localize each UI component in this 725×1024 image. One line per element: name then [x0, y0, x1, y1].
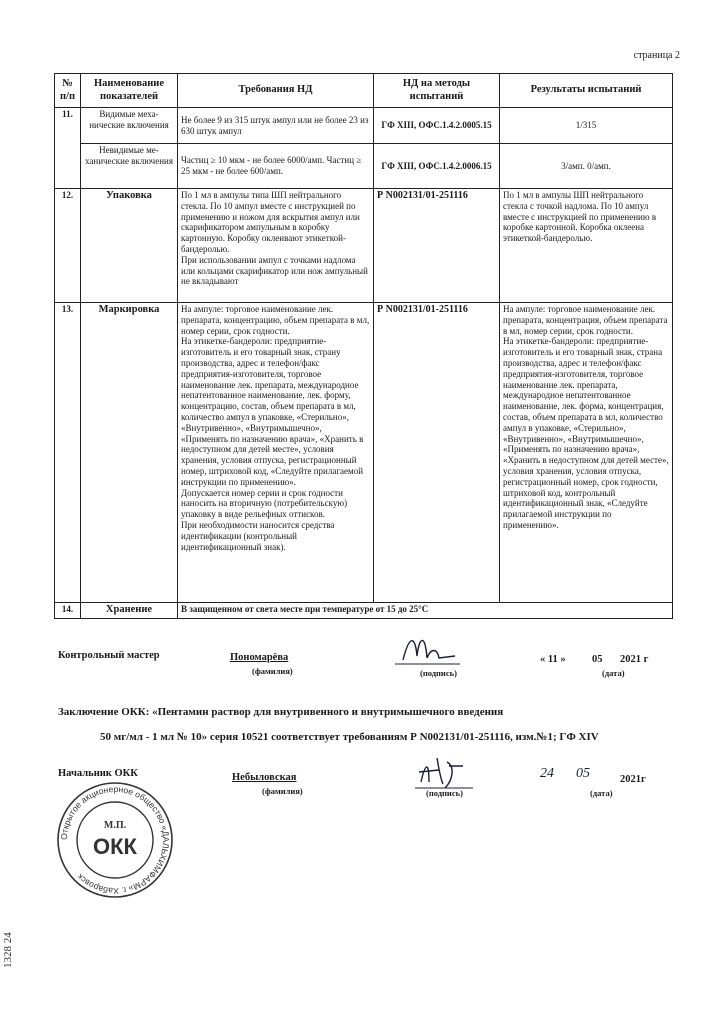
- indicator-name: Хранение: [81, 603, 178, 619]
- test-results-table: [54, 73, 673, 619]
- head-signature: [415, 752, 475, 792]
- result-paragraph: На ампуле: торговое наименование лек. препарата, концентрация, объем препарата в мл, номер серии, срок годности.: [503, 304, 668, 336]
- result-cell: 1/315: [500, 108, 673, 144]
- page-label: страница 2: [633, 50, 680, 61]
- header-name: Наименование показателей: [81, 74, 178, 108]
- head-date-day: 24: [540, 766, 554, 781]
- controller-label: Контрольный мастер: [58, 650, 160, 661]
- head-sign-caption: (подпись): [426, 788, 463, 798]
- controller-surname-caption: (фамилия): [252, 666, 293, 676]
- result-cell: [500, 303, 673, 603]
- header-num: № п/п: [55, 74, 81, 108]
- okk-stamp: [55, 780, 175, 900]
- controller-surname: Пономарёва: [230, 652, 289, 663]
- table-row: [55, 189, 673, 303]
- controller-date-month: 05: [592, 654, 603, 665]
- result-cell: 3/амп. 0/амп.: [500, 144, 673, 189]
- stamp-ring-text: Открытое акционерное общество «ДАЛЬХИМФАРМ» г. Хабаровск: [58, 783, 172, 897]
- indicator-name: Видимые меха-ническиe включения: [81, 108, 178, 144]
- head-surname: Небыловская: [232, 772, 297, 783]
- requirement-paragraph: При использовании ампул с точками надлома или кольцами скарификатор или нож ампульный не вкладывают: [181, 254, 368, 287]
- head-label: Начальник ОКК: [58, 768, 138, 779]
- result-paragraph: На этикетке-бандероли: предприятие-изготовитель и его товарный знак, страна производства, адрес и телефон/факс предприятия-изготовителя, торговое наименование лек. препарата, международное непатентованное наименование, лек. форма, концентрация, состав, объем препарата в мл, количество ампул в упаковке, «Стерильно», «Внутривенно», «Внутримышечно», «Применять по назначению врача», «Хранить в недоступном для детей месте», условия хранения, условия отпуска, регистрационный номер, срок годности, штриховой код, контрольный идентификационный знак, «Следуйте прилагаемой инструкции по применению».: [503, 336, 669, 530]
- result-cell: По 1 мл в ампулы ШП нейтрального стекла с точкой надлома. По 10 ампул вместе с инструкцией по применению в коробке картонной. Коробка оклеена этикеткой-бандеролью.: [500, 189, 673, 303]
- requirement-cell: [178, 303, 374, 603]
- requirement-cell: Частиц ≥ 10 мкм - не более 6000/амп. Частиц ≥ 25 мкм - не более 600/амп.: [178, 144, 374, 189]
- indicator-name: Упаковка: [81, 189, 178, 303]
- requirement-cell: Не более 9 из 315 штук ампул или не более 23 из 630 штук ампул: [178, 108, 374, 144]
- table-row: [55, 108, 673, 144]
- controller-signature: [395, 628, 465, 670]
- storage-conditions: В защищенном от света месте при температуре от 15 до 25°С: [178, 603, 673, 619]
- requirement-paragraph: По 1 мл в ампулы типа ШП нейтрального стекла. По 10 ампул вместе с инструкцией по применению и ножом для вскрытия ампул или скарификатором ампульным в коробку картонную. Коробку оклеивают этикеткой-бандеролью.: [181, 190, 360, 254]
- conclusion-line-1: Заключение ОКК: «Пентамин раствор для внутривенного и внутримышечного введения: [58, 706, 504, 718]
- indicator-name: Маркировка: [81, 303, 178, 603]
- requirement-paragraph: На ампуле: торговое наименование лек. препарата, концентрацию, объем препарата в мл, номер серии, срок годности.: [181, 304, 370, 336]
- row-number: 11.: [55, 108, 81, 189]
- indicator-name: Невидимые ме-ханические включения: [81, 144, 178, 189]
- method-cell: ГФ XIII, ОФС.1.4.2.0005.15: [374, 108, 500, 144]
- table-row: [55, 144, 673, 189]
- row-number: 12.: [55, 189, 81, 303]
- header-results: Результаты испытаний: [500, 74, 673, 108]
- row-number: 13.: [55, 303, 81, 603]
- table-row: [55, 603, 673, 619]
- stamp-initials: М.П.: [103, 820, 127, 831]
- method-cell: ГФ XIII, ОФС.1.4.2.0006.15: [374, 144, 500, 189]
- controller-date-caption: (дата): [602, 668, 625, 678]
- method-cell: Р N002131/01-251116: [374, 303, 500, 603]
- controller-date-year: 2021 г: [620, 654, 649, 665]
- table-header-row: [55, 74, 673, 108]
- controller-date-day: « 11 »: [540, 654, 566, 665]
- header-requirements: Требования НД: [178, 74, 374, 108]
- stamp-center: ОКК: [93, 834, 137, 859]
- row-number: 14.: [55, 603, 81, 619]
- conclusion-line-2: 50 мг/мл - 1 мл № 10» серия 10521 соответствует требованиям Р N002131/01-251116, изм.№1; ГФ XIV: [100, 731, 599, 743]
- head-surname-caption: (фамилия): [262, 786, 303, 796]
- head-date-caption: (дата): [590, 788, 613, 798]
- requirement-paragraph: На этикетке-бандероли: предприятие-изготовитель и его товарный знак, страну производства, адрес и телефон/факс предприятия-изготовителя, торговое наименование лек. препарата, международное непатентованное наименование, лек. форму, концентрацию, состав, объем препарата в мл, количество ампул в упаковке, «Стерильно», «Внутривенно», «Внутримышечно», «Применять по назначению врача», «Хранить в недоступном для детей месте», условия хранения, условия отпуска, регистрационный номер, штриховой код, «Следуйте прилагаемой инструкции по применению».: [181, 336, 364, 487]
- controller-sign-caption: (подпись): [420, 668, 457, 678]
- method-cell: Р N002131/01-251116: [374, 189, 500, 303]
- requirement-paragraph: При необходимости наносится средства идентификации (контрольный идентификационный знак).: [181, 519, 335, 552]
- head-date-month: 05: [576, 766, 590, 781]
- header-methods: НД на методы испытаний: [374, 74, 500, 108]
- requirement-paragraph: Допускается номер серии и срок годности наносить на вторичную (потребительскую) упаковку в виде рельефных оттисков.: [181, 487, 348, 520]
- head-date-year: 2021г: [620, 774, 646, 785]
- requirement-cell: [178, 189, 374, 303]
- table-row: [55, 303, 673, 603]
- side-handwritten-note: 1328 24: [2, 932, 14, 968]
